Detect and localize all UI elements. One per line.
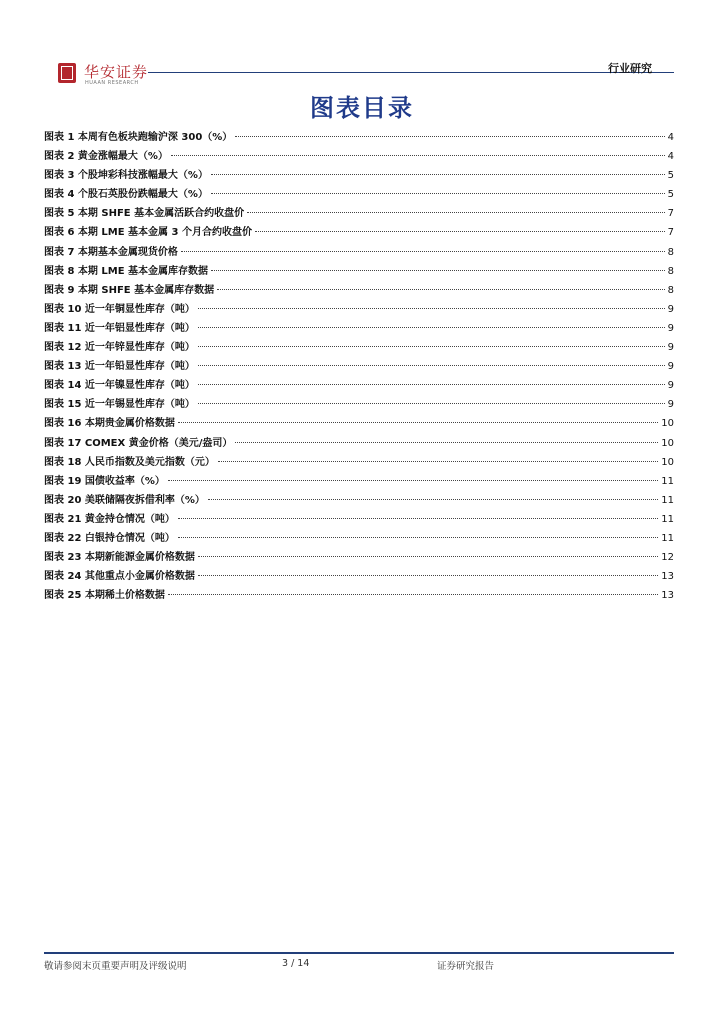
toc-entry-page: 12 <box>661 552 674 564</box>
footer-rule <box>44 952 674 954</box>
toc-entry-label: 图表 18 人民币指数及美元指数（元） <box>44 456 215 468</box>
toc-entry-page: 11 <box>661 494 674 506</box>
toc-entry[interactable] <box>44 395 674 414</box>
page-number: 3 / 14 <box>282 958 310 969</box>
report-type: 证券研究报告 <box>437 961 495 972</box>
toc-entry-label: 图表 21 黄金持仓情况（吨） <box>44 513 175 525</box>
toc-entry-page: 10 <box>661 437 674 449</box>
toc-leader-dots <box>171 155 665 156</box>
toc-leader-dots <box>178 518 658 519</box>
toc-entry-label: 图表 7 本期基本金属现货价格 <box>44 246 178 258</box>
toc-entry-page: 5 <box>667 170 674 182</box>
toc-entry-label: 图表 5 本期 SHFE 基本金属活跃合约收盘价 <box>44 208 245 220</box>
toc-leader-dots <box>181 251 665 252</box>
toc-list <box>44 128 674 605</box>
toc-entry[interactable] <box>44 147 674 166</box>
toc-entry[interactable] <box>44 204 674 223</box>
toc-entry-page: 11 <box>661 475 674 487</box>
toc-entry-label: 图表 4 个股石英股份跌幅最大（%） <box>44 189 208 201</box>
company-logo-text: 华安证券 <box>84 63 149 81</box>
toc-leader-dots <box>255 231 665 232</box>
toc-leader-dots <box>178 537 658 538</box>
toc-entry-label: 图表 11 近一年铝显性库存（吨） <box>44 322 195 334</box>
toc-leader-dots <box>198 346 665 347</box>
company-logo-subtext: HUAAN RESEARCH <box>85 80 139 86</box>
toc-leader-dots <box>198 575 658 576</box>
toc-entry[interactable] <box>44 243 674 262</box>
toc-entry-label: 图表 22 白银持仓情况（吨） <box>44 532 175 544</box>
toc-entry[interactable] <box>44 128 674 147</box>
toc-entry-label: 图表 12 近一年锌显性库存（吨） <box>44 342 195 354</box>
toc-entry-label: 图表 10 近一年铜显性库存（吨） <box>44 303 195 315</box>
toc-entry[interactable] <box>44 376 674 395</box>
toc-entry-label: 图表 3 个股坤彩科技涨幅最大（%） <box>44 170 208 182</box>
toc-leader-dots <box>198 327 665 328</box>
toc-leader-dots <box>198 384 665 385</box>
toc-entry-page: 10 <box>661 456 674 468</box>
toc-entry-label: 图表 17 COMEX 黄金价格（美元/盎司） <box>44 437 233 449</box>
toc-leader-dots <box>235 136 664 137</box>
company-logo-icon <box>58 63 76 83</box>
toc-leader-dots <box>217 289 665 290</box>
toc-entry-page: 11 <box>661 513 674 525</box>
toc-leader-dots <box>211 193 665 194</box>
toc-entry[interactable] <box>44 491 674 510</box>
toc-entry-label: 图表 16 本期贵金属价格数据 <box>44 418 175 430</box>
toc-leader-dots <box>168 480 658 481</box>
toc-entry-label: 图表 13 近一年铅显性库存（吨） <box>44 361 195 373</box>
toc-entry-page: 9 <box>667 399 674 411</box>
toc-entry-label: 图表 23 本期新能源金属价格数据 <box>44 552 195 564</box>
toc-leader-dots <box>198 556 658 557</box>
toc-entry-label: 图表 20 美联储隔夜拆借利率（%） <box>44 494 205 506</box>
footer-disclaimer: 敬请参阅末页重要声明及评级说明 <box>44 961 187 972</box>
toc-entry[interactable] <box>44 567 674 586</box>
toc-entry-page: 9 <box>667 380 674 392</box>
toc-entry-page: 13 <box>661 590 674 602</box>
toc-entry-label: 图表 8 本期 LME 基本金属库存数据 <box>44 265 209 277</box>
toc-entry-page: 10 <box>661 418 674 430</box>
toc-entry-page: 9 <box>667 303 674 315</box>
toc-entry[interactable] <box>44 472 674 491</box>
toc-entry[interactable] <box>44 223 674 242</box>
toc-entry[interactable] <box>44 185 674 204</box>
toc-entry-page: 9 <box>667 342 674 354</box>
toc-entry-page: 5 <box>667 189 674 201</box>
toc-entry-label: 图表 2 黄金涨幅最大（%） <box>44 151 168 163</box>
toc-leader-dots <box>211 270 665 271</box>
toc-entry[interactable] <box>44 453 674 472</box>
toc-entry[interactable] <box>44 529 674 548</box>
toc-entry-label: 图表 24 其他重点小金属价格数据 <box>44 571 195 583</box>
toc-entry-page: 4 <box>667 151 674 163</box>
toc-entry[interactable] <box>44 510 674 529</box>
toc-entry[interactable] <box>44 319 674 338</box>
toc-entry[interactable] <box>44 548 674 567</box>
toc-leader-dots <box>235 442 658 443</box>
toc-leader-dots <box>198 403 665 404</box>
toc-entry[interactable] <box>44 414 674 433</box>
toc-leader-dots <box>198 365 665 366</box>
report-section-label: 行业研究 <box>608 62 652 75</box>
toc-entry-label: 图表 1 本周有色板块跑输沪深 300（%） <box>44 132 233 143</box>
toc-entry-label: 图表 9 本期 SHFE 基本金属库存数据 <box>44 284 215 296</box>
toc-entry-label: 图表 25 本期稀土价格数据 <box>44 590 165 602</box>
toc-entry-page: 8 <box>667 284 674 296</box>
toc-entry-label: 图表 19 国债收益率（%） <box>44 475 165 487</box>
toc-leader-dots <box>211 174 665 175</box>
toc-entry-label: 图表 6 本期 LME 基本金属 3 个月合约收盘价 <box>44 227 252 239</box>
toc-entry-page: 4 <box>667 132 674 143</box>
toc-entry[interactable] <box>44 338 674 357</box>
toc-entry-page: 7 <box>667 227 674 239</box>
toc-title: 图表目录 <box>310 94 414 122</box>
toc-leader-dots <box>218 461 658 462</box>
page-header <box>44 60 674 90</box>
toc-entry[interactable] <box>44 262 674 281</box>
toc-entry-page: 9 <box>667 361 674 373</box>
toc-entry-page: 9 <box>667 322 674 334</box>
toc-entry-page: 13 <box>661 571 674 583</box>
toc-entry-page: 8 <box>667 246 674 258</box>
toc-leader-dots <box>178 422 658 423</box>
toc-leader-dots <box>198 308 665 309</box>
toc-leader-dots <box>168 594 658 595</box>
toc-entry-label: 图表 15 近一年锡显性库存（吨） <box>44 399 195 411</box>
toc-leader-dots <box>247 212 665 213</box>
toc-entry-page: 7 <box>667 208 674 220</box>
header-rule <box>148 72 674 73</box>
toc-entry[interactable] <box>44 300 674 319</box>
toc-entry[interactable] <box>44 357 674 376</box>
toc-entry-page: 8 <box>667 265 674 277</box>
toc-entry[interactable] <box>44 281 674 300</box>
toc-entry[interactable] <box>44 586 674 605</box>
toc-entry-page: 11 <box>661 532 674 544</box>
toc-entry[interactable] <box>44 434 674 453</box>
toc-entry[interactable] <box>44 166 674 185</box>
toc-entry-label: 图表 14 近一年镍显性库存（吨） <box>44 380 195 392</box>
toc-leader-dots <box>208 499 658 500</box>
